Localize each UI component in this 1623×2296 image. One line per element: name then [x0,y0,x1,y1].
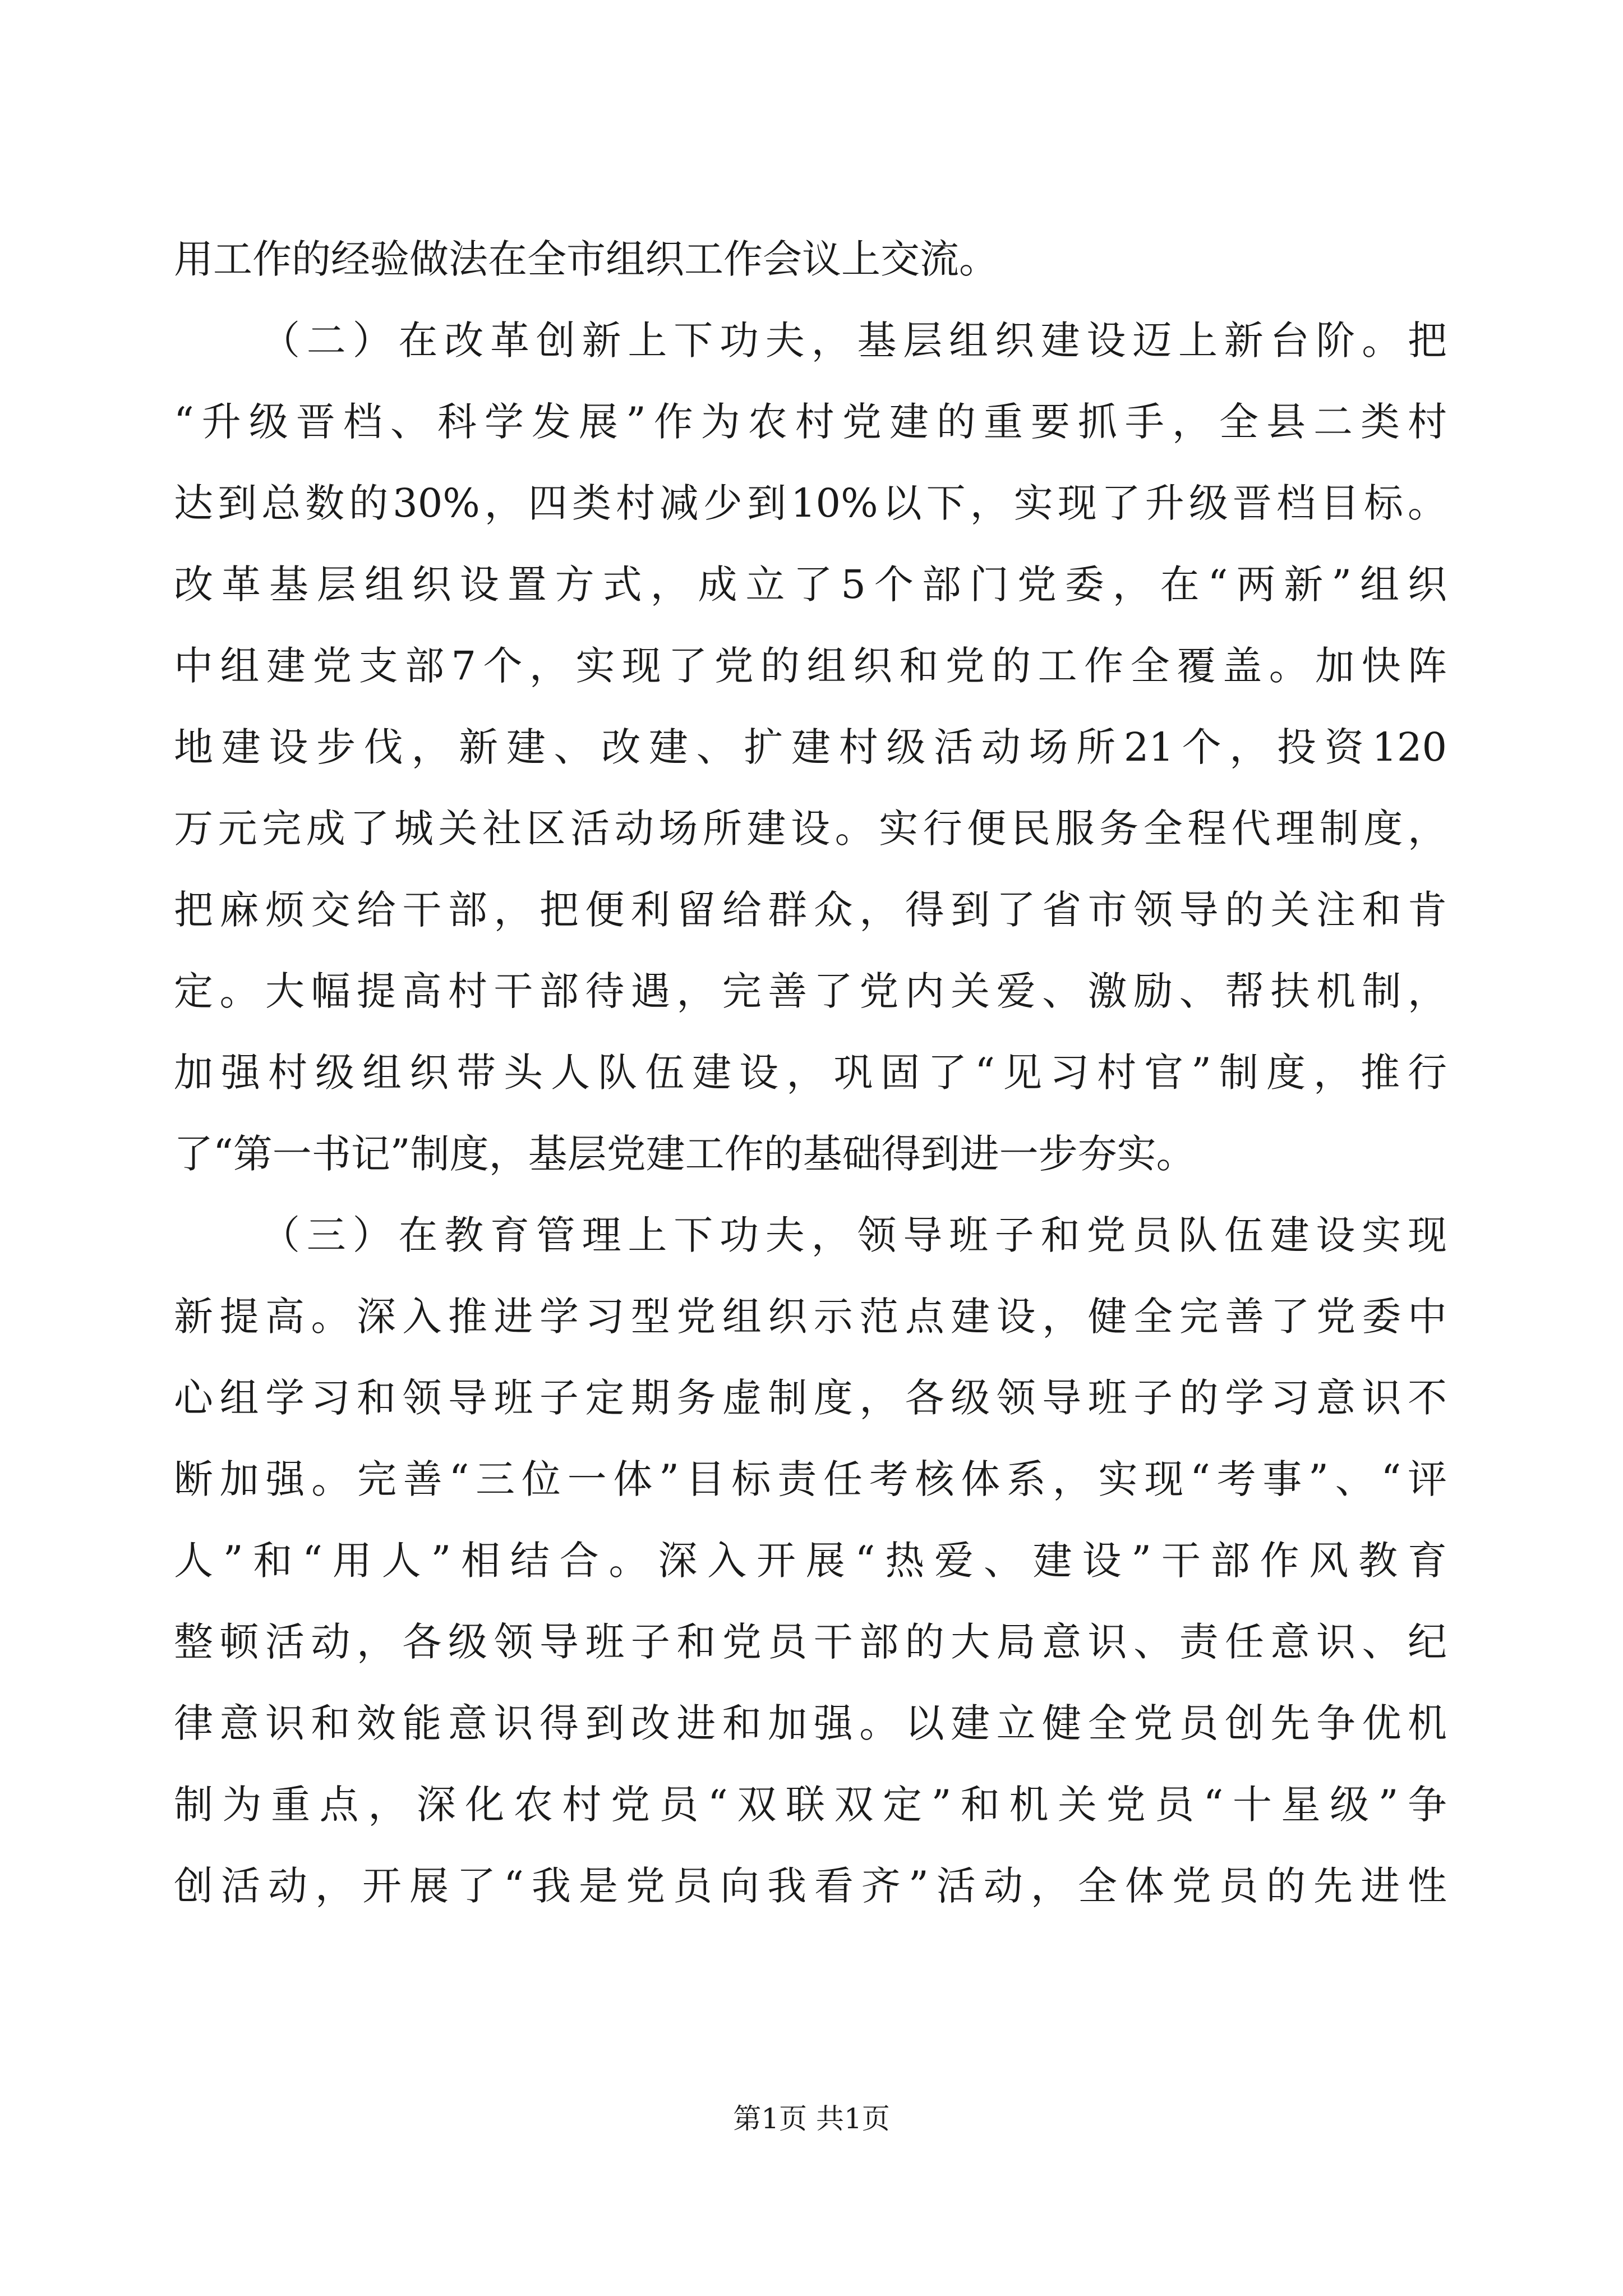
text-line: 制为重点，深化农村党员“双联双定”和机关党员“十星级”争 [174,1782,1447,1828]
page-number-footer: 第1页 共1页 [733,2102,890,2135]
body-text [174,219,1447,1927]
text-line: 新提高。深入推进学习型党组织示范点建设，健全完善了党委中 [174,1294,1447,1340]
text-line: 地建设步伐，新建、改建、扩建村级活动场所21个，投资120 [174,724,1447,770]
text-line: 改革基层组织设置方式，成立了5个部门党委，在“两新”组织 [174,562,1447,608]
text-line: 把麻烦交给干部，把便利留给群众，得到了省市领导的关注和肯 [174,887,1447,933]
text-line: “升级晋档、科学发展”作为农村党建的重要抓手，全县二类村 [174,399,1447,445]
text-line: 加强村级组织带头人队伍建设，巩固了“见习村官”制度，推行 [174,1050,1447,1096]
text-line: 定。大幅提高村干部待遇，完善了党内关爱、激励、帮扶机制， [174,968,1447,1014]
text-line: 中组建党支部7个，实现了党的组织和党的工作全覆盖。加快阵 [174,643,1447,689]
text-line: 整顿活动，各级领导班子和党员干部的大局意识、责任意识、纪 [174,1619,1447,1665]
text-line: 断加强。完善“三位一体”目标责任考核体系，实现“考事”、“评 [174,1456,1447,1502]
text-line: 了“第一书记”制度，基层党建工作的基础得到进一步夯实。 [174,1131,1196,1177]
text-line: 人”和“用人”相结合。深入开展“热爱、建设”干部作风教育 [174,1538,1447,1584]
text-line: 心组学习和领导班子定期务虚制度，各级领导班子的学习意识不 [174,1375,1447,1421]
text-line: （二）在改革创新上下功夫，基层组织建设迈上新台阶。把 [261,318,1447,364]
text-line: 用工作的经验做法在全市组织工作会议上交流。 [174,236,998,282]
text-line: 律意识和效能意识得到改进和加强。以建立健全党员创先争优机 [174,1700,1447,1746]
text-line: （三）在教育管理上下功夫，领导班子和党员队伍建设实现 [261,1212,1447,1258]
text-line: 万元完成了城关社区活动场所建设。实行便民服务全程代理制度， [174,806,1447,852]
text-line: 达到总数的30%，四类村减少到10%以下，实现了升级晋档目标。 [174,480,1447,526]
text-line: 创活动，开展了“我是党员向我看齐”活动，全体党员的先进性 [174,1863,1447,1909]
